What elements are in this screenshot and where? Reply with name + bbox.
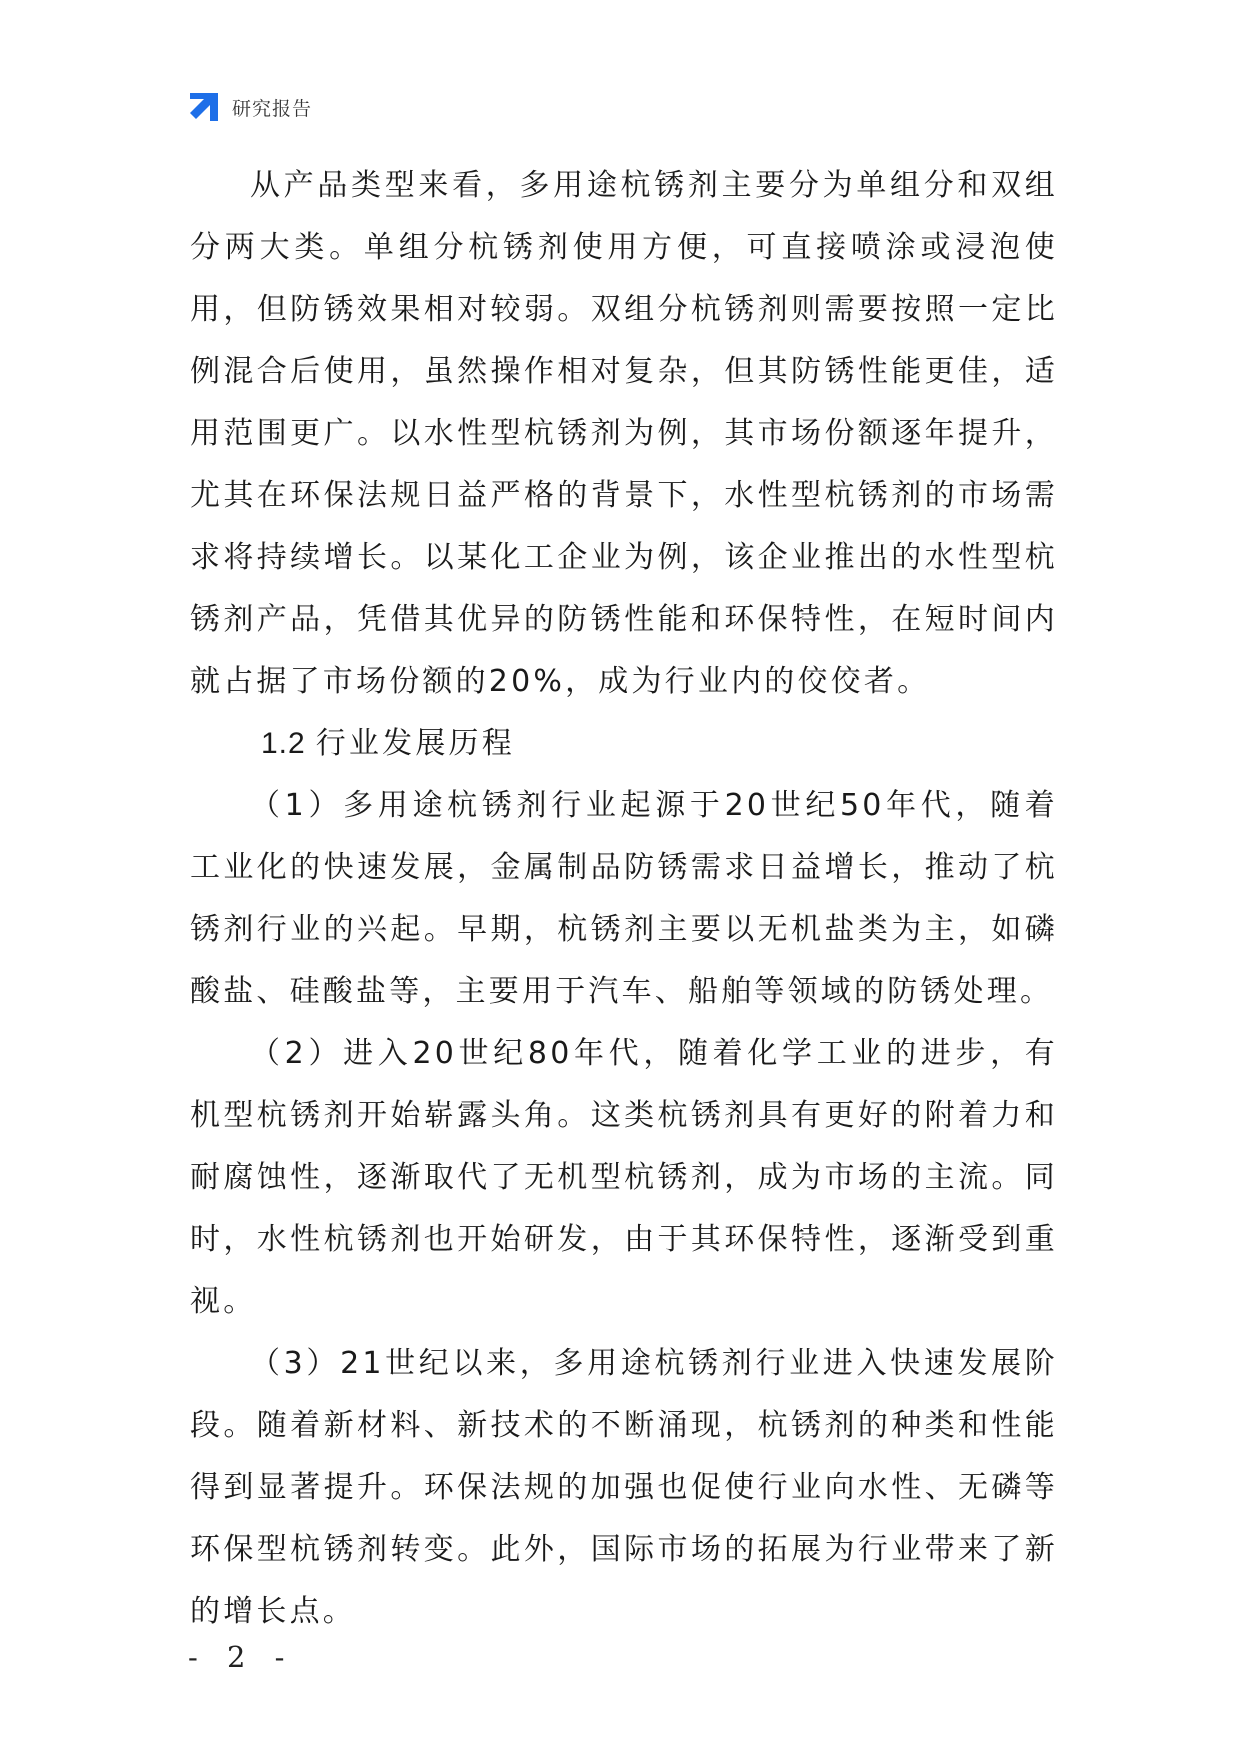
paragraph-history-1: （1）多用途杭锈剂行业起源于20世纪50年代，随着工业化的快速发展，金属制品防锈需求日益增长，推动了杭锈剂行业的兴起。早期，杭锈剂主要以无机盐类为主，如磷酸盐、硅酸盐等，主要用于汽车、船舶等领域的防锈处理。 [190, 788, 1058, 1009]
paragraph-product-types: 从产品类型来看，多用途杭锈剂主要分为单组分和双组分两大类。单组分杭锈剂使用方便，可直接喷涂或浸泡使用，但防锈效果相对较弱。双组分杭锈剂则需要按照一定比例混合后使用，虽然操作相对复杂，但其防锈性能更佳，适用范围更广。以水性型杭锈剂为例，其市场份额逐年提升，尤其在环保法规日益严格的背景下，水性型杭锈剂的市场需求将持续增长。以某化工企业为例，该企业推出的水性型杭锈剂产品，凭借其优异的防锈性能和环保特性，在短时间内就占据了市场份额的20%，成为行业内的佼佼者。 [190, 168, 1058, 699]
paragraph-history-2: （2）进入20世纪80年代，随着化学工业的进步，有机型杭锈剂开始崭露头角。这类杭锈剂具有更好的附着力和耐腐蚀性，逐渐取代了无机型杭锈剂，成为市场的主流。同时，水性杭锈剂也开始研发，由于其环保特性，逐渐受到重视。 [190, 1036, 1058, 1319]
section-heading [190, 713, 1058, 775]
arrow-up-right-icon [188, 91, 220, 123]
section-title: 行业发展历程 [315, 726, 515, 761]
header-title: 研究报告 [232, 97, 313, 120]
section-number: 1.2 [261, 727, 306, 760]
page-number: - 2 - [188, 1640, 295, 1674]
document-body [190, 155, 1058, 1643]
paragraph-history-3: （3）21世纪以来，多用途杭锈剂行业进入快速发展阶段。随着新材料、新技术的不断涌现，杭锈剂的种类和性能得到显著提升。环保法规的加强也促使行业向水性、无磷等环保型杭锈剂转变。此外，国际市场的拓展为行业带来了新的增长点。 [190, 1346, 1058, 1629]
page-header [188, 90, 312, 124]
